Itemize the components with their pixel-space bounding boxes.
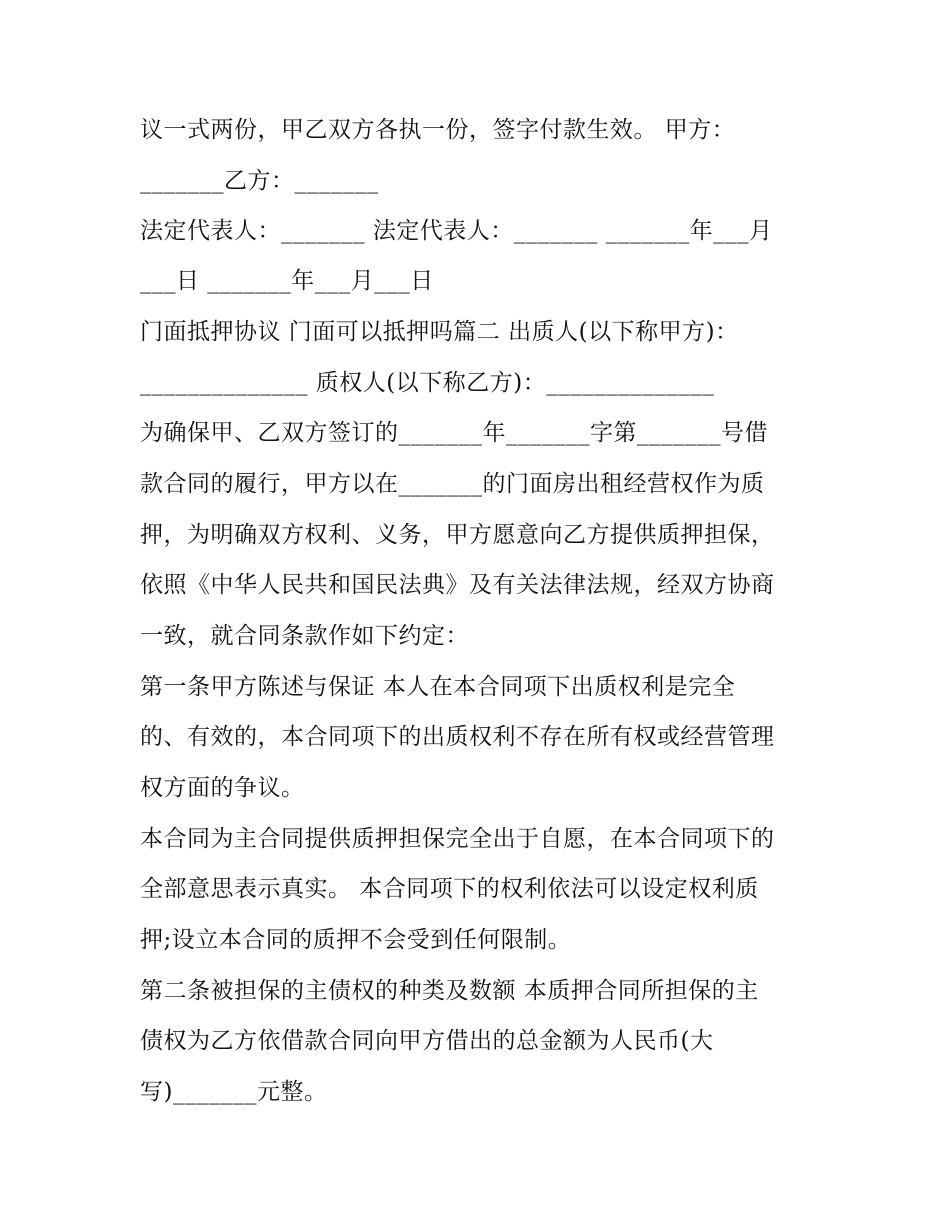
text-line: 依照《中华人民共和国民法典》及有关法律法规，经双方协商 [140, 572, 775, 598]
text-line: 第一条甲方陈述与保证 本人在本合同项下出质权利是完全 [140, 674, 736, 700]
text-line: 全部意思表示真实。 本合同项下的权利依法可以设定权利质 [140, 876, 759, 902]
text-line: 一致，就合同条款作如下约定： [140, 623, 469, 649]
text-line: ___日 _______年___月___日 [140, 268, 434, 294]
text-line: 权方面的争议。 [140, 775, 305, 801]
text-line: 法定代表人：_______ 法定代表人：_______ _______年___月 [140, 218, 773, 244]
text-line: 的、有效的，本合同项下的出质权利不存在所有权或经营管理 [140, 724, 775, 750]
text-line: 门面抵押协议 门面可以抵押吗篇二 出质人(以下称甲方)： [140, 319, 739, 345]
text-line: 押，为明确双方权利、义务，甲方愿意向乙方提供质押担保， [140, 522, 775, 548]
text-line: 写)_______元整。 [140, 1079, 328, 1105]
text-line: 债权为乙方依借款合同向甲方借出的总金额为人民币(大 [140, 1028, 714, 1054]
text-line: 押;设立本合同的质押不会受到任何限制。 [140, 927, 572, 953]
text-line: 为确保甲、乙双方签订的_______年_______字第_______号借 [140, 420, 768, 446]
text-line: 本合同为主合同提供质押担保完全出于自愿，在本合同项下的 [140, 826, 775, 852]
text-line: 款合同的履行，甲方以在_______的门面房出租经营权作为质 [140, 471, 765, 497]
text-line: _______乙方：_______ [140, 168, 379, 194]
text-line: ______________ 质权人(以下称乙方)：______________ [140, 370, 715, 396]
text-line: 议一式两份，甲乙双方各执一份，签字付款生效。 甲方： [140, 117, 736, 143]
text-line: 第二条被担保的主债权的种类及数额 本质押合同所担保的主 [140, 978, 759, 1004]
